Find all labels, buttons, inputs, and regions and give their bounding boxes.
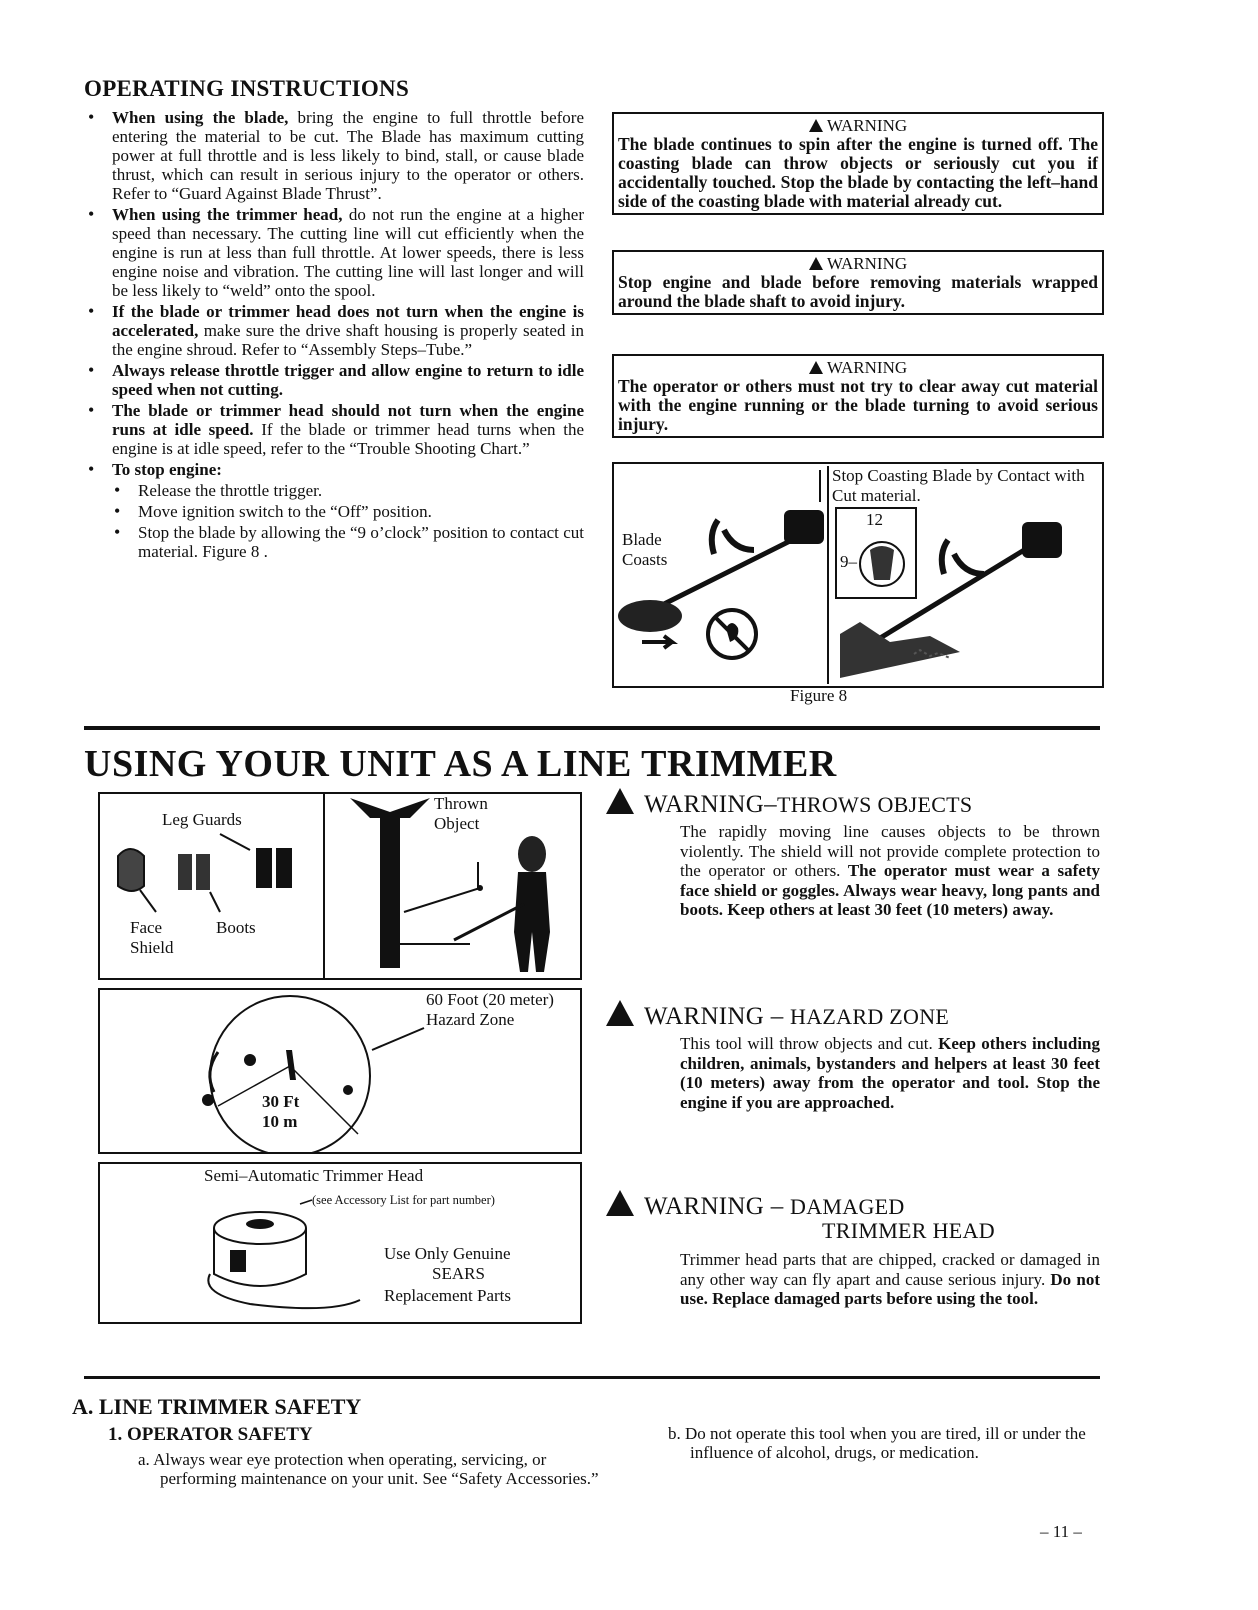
warning-triangle-icon [606,1000,634,1026]
warning-box-clear-material: WARNING The operator or others must not try to clear away cut material with the engine running or the blade turning to avoid serious injury. [612,354,1104,438]
stop-step-1: • Release the throttle trigger. [110,481,584,500]
accessory-note: (see Accessory List for part number) [312,1193,495,1207]
warning-triangle-icon [809,119,823,132]
line-trimmer-safety-heading: A. LINE TRIMMER SAFETY [72,1394,362,1419]
warning-throws-objects-text: The rapidly moving line causes objects to be thrown violently. The shield will not provide complete protection to the operator or others. The operator must wear a safety face shield or goggles. Always wear heavy, long pants and boots. Keep others at least 30 feet (10 meters) away. [680,822,1100,919]
safety-item-a: a. Always wear eye protection when operating, servicing, or performing maintenance on your unit. See “Safety Accessories.” [138,1450,599,1488]
warning-damaged-head-heading-line2: TRIMMER HEAD [822,1218,995,1243]
operator-safety-heading: 1. OPERATOR SAFETY [108,1424,313,1445]
instruction-blade: • When using the blade, bring the engine to full throttle before entering the material to be cut. The Blade has maximum cutting power at full throttle and is less likely to bind, stall, or cause blade thrust, which can result in serious injury to the operator or others. Refer to “Guard Against Blade Thrust”. [84,108,584,203]
warning-triangle-icon [606,788,634,814]
ten-meters-label: 10 m [262,1112,298,1131]
thirty-feet-label: 30 Ft [262,1092,300,1111]
warning-triangle-icon [809,257,823,270]
hazard-zone-figure [98,988,582,1154]
main-title: USING YOUR UNIT AS A LINE TRIMMER [84,743,837,785]
sears-label: SEARS [432,1264,485,1283]
warning-box-wrapped-material: WARNING Stop engine and blade before removing materials wrapped around the blade shaft to avoid injury. [612,250,1104,315]
face-shield-label: Face Shield [130,918,174,957]
warning-hazard-zone-text: This tool will throw objects and cut. Keep others including children, animals, bystanders and helpers at least 30 feet (10 meters) away from the operator and tool. Stop the engine if you are approached. [680,1034,1100,1112]
trimmer-head-figure [98,1162,582,1324]
trimmer-head-title: Semi–Automatic Trimmer Head [204,1166,424,1185]
thrown-object-label: Thrown Object [434,794,488,833]
operating-instructions-list [84,108,584,563]
figure-8-label: Figure 8 [790,686,848,705]
warning-damaged-head-heading: WARNING – DAMAGED [606,1190,905,1221]
boots-label: Boots [216,918,256,937]
bottom-divider [84,1376,1100,1379]
warning-hazard-zone-heading: WARNING – HAZARD ZONE [606,1000,949,1031]
figure-8-illustration [612,462,1104,688]
safety-gear-figure [98,792,582,980]
page-number: – 11 – [1040,1522,1082,1541]
warning-box-coasting-blade: WARNING The blade continues to spin after the engine is turned off. The coasting blade can throw objects or seriously cut you if accidentally touched. Stop the blade by contacting the left–hand side of the coasting blade with material already cut. [612,112,1104,215]
figure-8-caption-top: Stop Coasting Blade by Contact with Cut material. [832,466,1085,505]
clock-9-label: 9– [840,552,857,571]
warning-damaged-head-text: Trimmer head parts that are chipped, cracked or damaged in any other way can fly apart and cause serious injury. Do not use. Replace damaged parts before using the tool. [680,1250,1100,1308]
stop-step-3: • Stop the blade by allowing the “9 o’clock” position to contact cut material. Figure 8 . [110,523,584,561]
replacement-parts: Replacement Parts [384,1286,511,1305]
instruction-not-turning: • If the blade or trimmer head does not turn when the engine is accelerated, make sure the drive shaft housing is properly seated in the engine shroud. Refer to “Assembly Steps–Tube.” [84,302,584,359]
warning-triangle-icon [606,1190,634,1216]
warning-triangle-icon [809,361,823,374]
section-divider [84,726,1100,730]
instruction-trimmer-head: • When using the trimmer head, do not run the engine at a higher speed than necessary. The cutting line will cut efficiently when the engine is run at less than full throttle. At lower speeds, there is less engine noise and vibration. The cutting line will last longer and will be less likely to “weld” onto the spool. [84,205,584,300]
use-only-genuine: Use Only Genuine [384,1244,511,1263]
blade-coasts-label: Blade Coasts [622,530,668,569]
stop-step-2: • Move ignition switch to the “Off” position. [110,502,584,521]
instruction-stop-engine: • To stop engine: [84,460,584,479]
instruction-idle-speed: • The blade or trimmer head should not turn when the engine runs at idle speed. If the blade or trimmer head turns when the engine is at idle speed, refer to the “Trouble Shooting Chart.” [84,401,584,458]
clock-12-label: 12 [866,510,883,529]
safety-item-b: b. Do not operate this tool when you are tired, ill or under the influence of alcohol, drugs, or medication. [668,1424,1086,1462]
operating-instructions-heading: OPERATING INSTRUCTIONS [84,76,410,101]
leg-guards-label: Leg Guards [162,810,242,829]
warning-throws-objects-heading: WARNING–THROWS OBJECTS [606,788,972,819]
instruction-release-throttle: • Always release throttle trigger and allow engine to return to idle speed when not cutting. [84,361,584,399]
hazard-zone-label: 60 Foot (20 meter) Hazard Zone [426,990,554,1029]
